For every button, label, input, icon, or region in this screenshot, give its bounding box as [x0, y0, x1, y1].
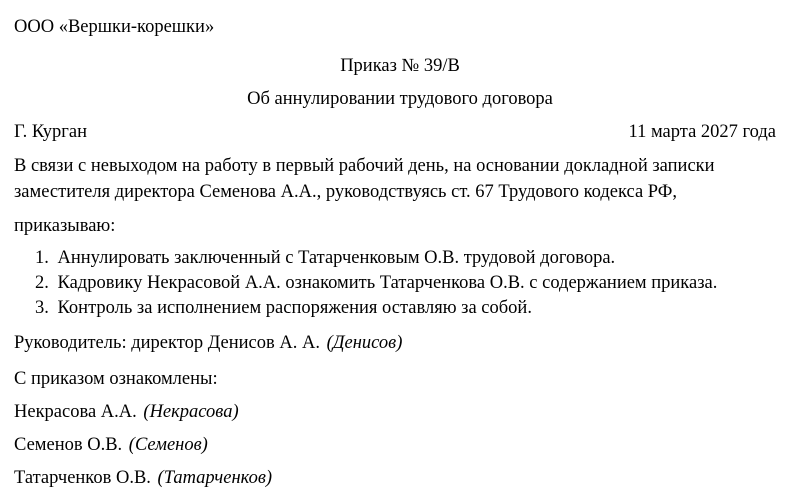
acknowledged-signature: (Семенов): [128, 435, 208, 455]
acknowledged-row: [14, 434, 208, 456]
head-signature: (Денисов): [326, 333, 403, 353]
acknowledged-row: [14, 467, 272, 489]
head-signature-line: [14, 332, 402, 354]
order-date: 11 марта 2027 года: [628, 122, 776, 142]
acknowledged-name: Семенов О.В.: [14, 435, 123, 455]
order-place: Г. Курган: [14, 122, 88, 142]
list-item: [35, 247, 615, 269]
list-item: [35, 272, 717, 294]
acknowledged-row: [14, 401, 239, 423]
list-item: [35, 297, 532, 319]
acknowledged-name: Татарченков О.В.: [14, 468, 151, 488]
acknowledged-name: Некрасова А.А.: [14, 402, 137, 422]
acknowledged-label: С приказом ознакомлены:: [14, 369, 218, 389]
list-item-text: Кадровику Некрасовой А.А. ознакомить Татарченкова О.В. с содержанием приказа.: [57, 273, 718, 293]
company-name: ООО «Вершки-корешки»: [14, 17, 215, 37]
acknowledged-signature: (Некрасова): [143, 402, 239, 422]
list-item-number: 1.: [35, 248, 49, 268]
list-item-number: 3.: [35, 298, 49, 318]
list-item-text: Контроль за исполнением распоряжения оставляю за собой.: [57, 298, 532, 318]
list-item-text: Аннулировать заключенный с Татарченковым О.В. трудовой договора.: [57, 248, 616, 268]
list-item-number: 2.: [35, 273, 49, 293]
order-subject: Об аннулировании трудового договора: [247, 89, 553, 109]
order-number: Приказ № 39/В: [340, 56, 460, 76]
preamble-line-2: заместителя директора Семенова А.А., руководствуясь ст. 67 Трудового кодекса РФ,: [14, 182, 678, 202]
acknowledged-signature: (Татарченков): [157, 468, 273, 488]
head-label: Руководитель: директор Денисов А. А.: [14, 333, 320, 353]
order-word: приказываю:: [14, 216, 116, 236]
preamble-line-1: В связи с невыходом на работу в первый рабочий день, на основании докладной записки: [14, 156, 715, 176]
